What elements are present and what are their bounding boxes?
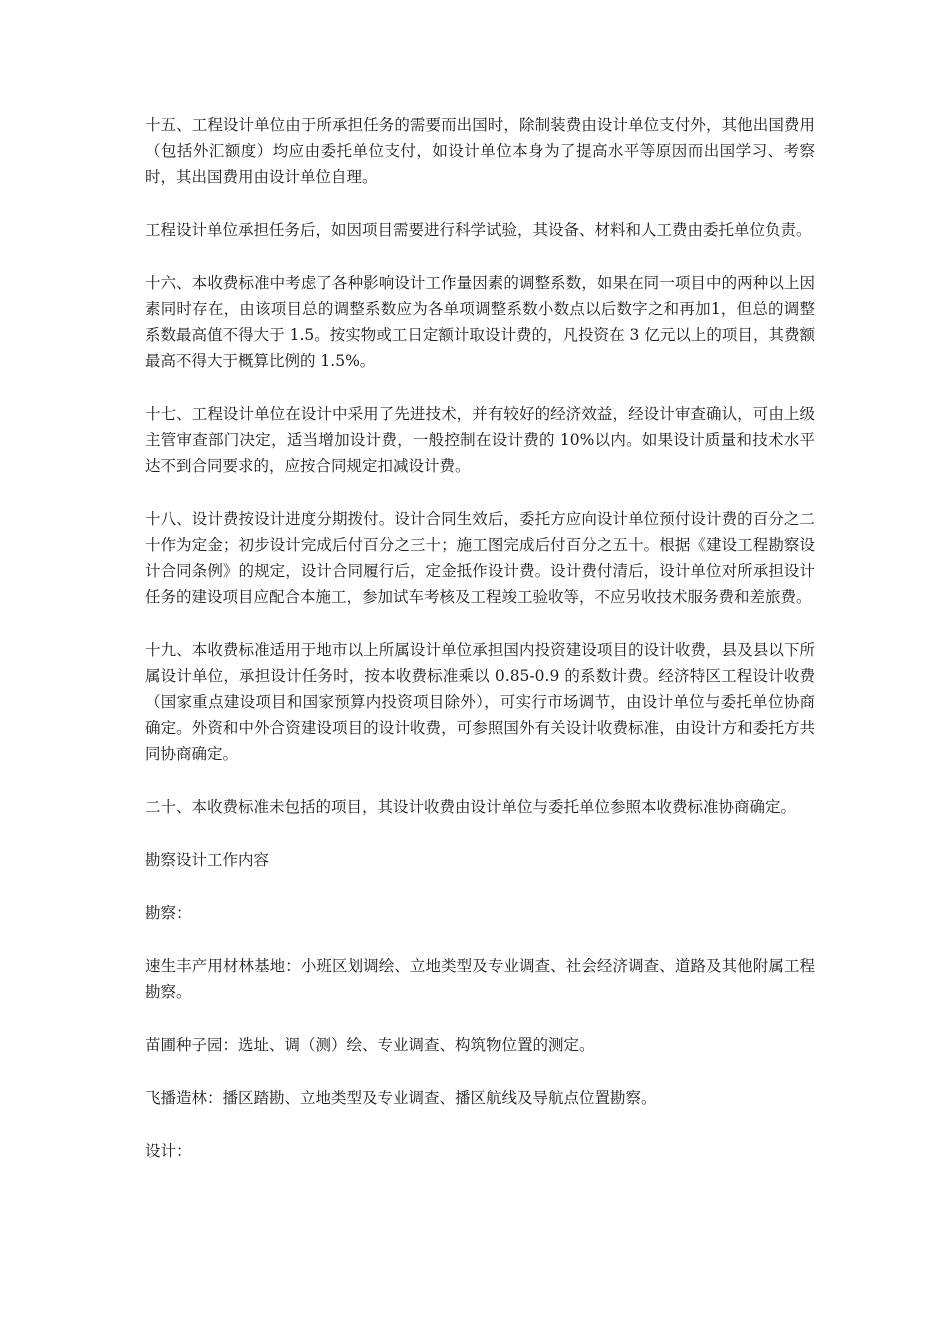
paragraph-article-16: 十六、本收费标准中考虑了各种影响设计工作量因素的调整系数，如果在同一项目中的两种以上因素同时存在，由该项目总的调整系数应为各单项调整系数小数点以后数字之和再加1，但总的调整系数最高值不得大于 1.5。按实物或工日定额计取设计费的，凡投资在 3 亿元以上的项目，其费额最高不得大于概算比例的 1.5%。: [145, 274, 815, 370]
section-heading-design: 设计：: [145, 1142, 192, 1160]
document-body: [145, 112, 815, 1191]
paragraph-experiment-costs: 工程设计单位承担任务后，如因项目需要进行科学试验，其设备、材料和人工费由委托单位负责。: [145, 221, 812, 239]
section-heading-work-content: 勘察设计工作内容: [145, 851, 270, 869]
paragraph-article-18: 十八、设计费按设计进度分期拨付。设计合同生效后，委托方应向设计单位预付设计费的百分之二十作为定金；初步设计完成后付百分之三十；施工图完成后付百分之五十。根据《建设工程勘察设计合同条例》的规定，设计合同履行后，定金抵作设计费。设计费付清后，设计单位对所承担设计任务的建设项目应配合本施工，参加试车考核及工程竣工验收等，不应另收技术服务费和差旅费。: [145, 510, 815, 606]
paragraph-aerial-seeding: 飞播造林：播区踏勘、立地类型及专业调查、播区航线及导航点位置勘察。: [145, 1089, 657, 1107]
paragraph-article-19: 十九、本收费标准适用于地市以上所属设计单位承担国内投资建设项目的设计收费，县及县以下所属设计单位，承担设计任务时，按本收费标准乘以 0.85-0.9 的系数计费。经济特区工程设计收费（国家重点建设项目和国家预算内投资项目除外），可实行市场调节，由设计单位与委托单位协商确定。外资和中外合资建设项目的设计收费，可参照国外有关设计收费标准，由设计方和委托方共同协商确定。: [145, 641, 815, 763]
paragraph-article-15: 十五、工程设计单位由于所承担任务的需要而出国时，除制装费由设计单位支付外，其他出国费用（包括外汇额度）均应由委托单位支付，如设计单位本身为了提高水平等原因而出国学习、考察时，其出国费用由设计单位自理。: [145, 116, 815, 186]
paragraph-article-17: 十七、工程设计单位在设计中采用了先进技术，并有较好的经济效益，经设计审查确认，可由上级主管审查部门决定，适当增加设计费，一般控制在设计费的 10%以内。如果设计质量和技术水平达不到合同要求的，应按合同规定扣减设计费。: [145, 405, 815, 475]
paragraph-nursery-seed-orchard: 苗圃种子园：选址、调（测）绘、专业调查、构筑物位置的测定。: [145, 1036, 595, 1054]
section-heading-survey: 勘察：: [145, 904, 192, 922]
paragraph-article-20: 二十、本收费标准未包括的项目，其设计收费由设计单位与委托单位参照本收费标准协商确定。: [145, 798, 797, 816]
paragraph-fast-growing-forest: 速生丰产用材林基地：小班区划调绘、立地类型及专业调查、社会经济调查、道路及其他附属工程勘察。: [145, 957, 815, 1001]
